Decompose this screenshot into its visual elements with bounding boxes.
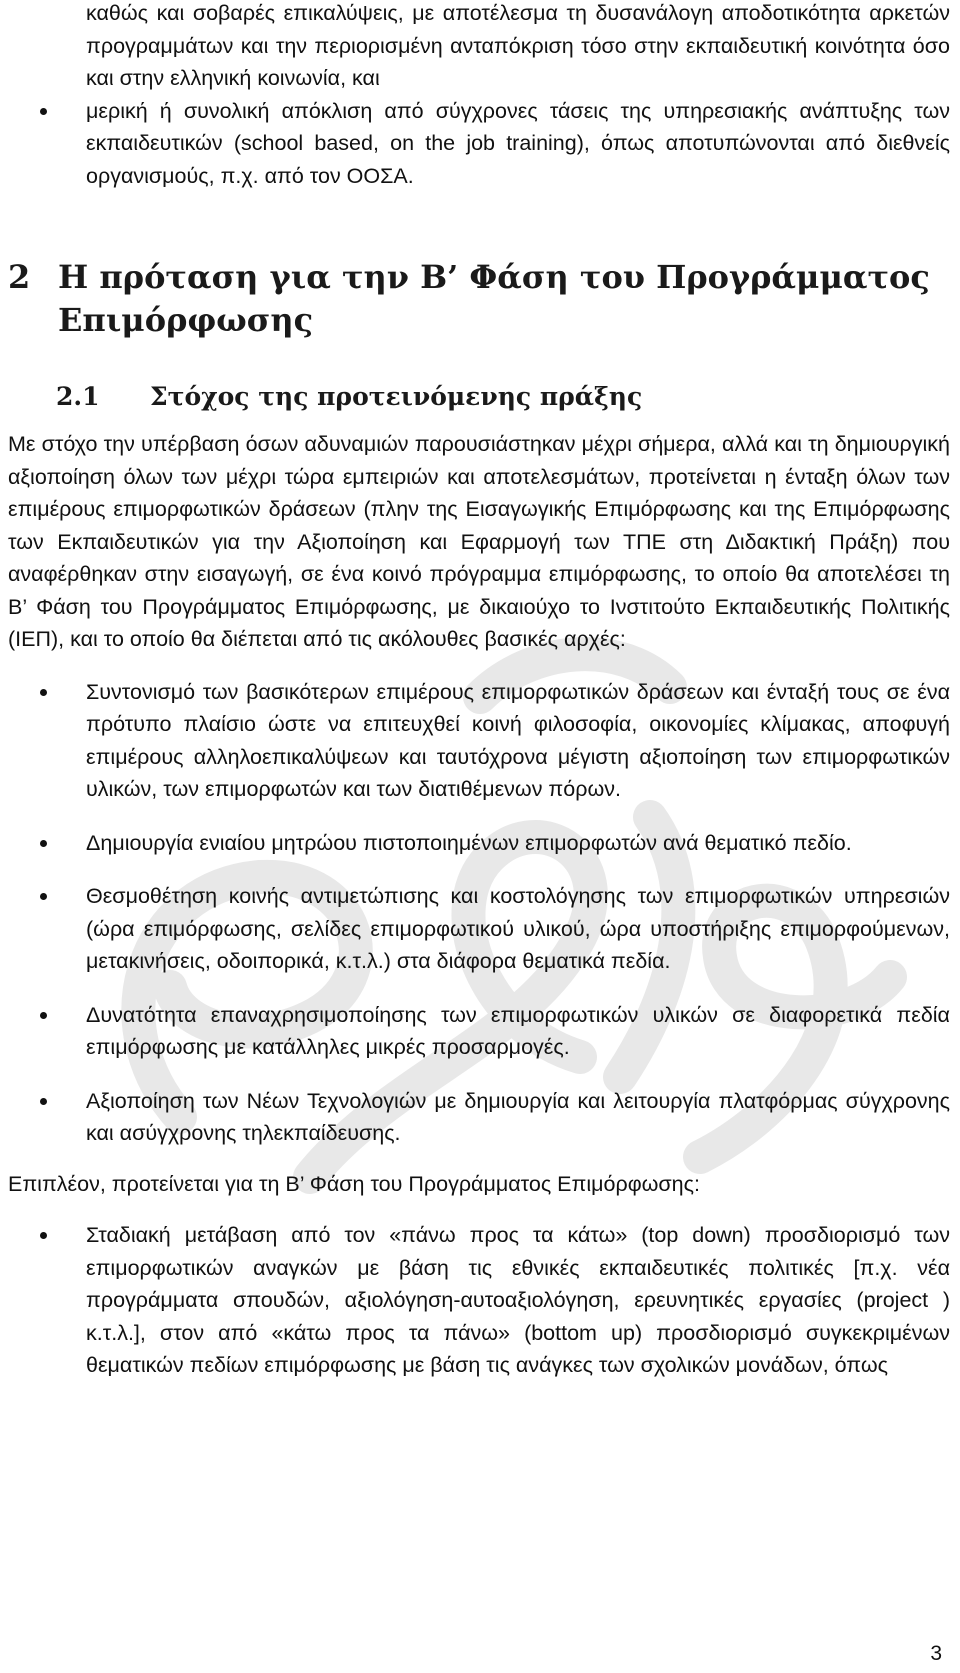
top-bullet-list bbox=[8, 95, 950, 193]
page-number: 3 bbox=[930, 1642, 942, 1665]
body-paragraph: Με στόχο την υπέρβαση όσων αδυναμιών παρουσιάστηκαν μέχρι σήμερα, αλλά και τη δημιουργική αξιοποίηση όλων των μέχρι τώρα εμπειριών και αποτελεσμάτων, προτείνεται η ένταξη όλων των επιμέρους επιμορφωτικών δράσεων (πλην της Εισαγωγικής Επιμόρφωσης και της Επιμόρφωσης των Εκπαιδευτικών για την Αξιοποίηση και Εφαρμογή των ΤΠΕ στη Διδακτική Πράξη) που αναφέρθηκαν στην εισαγωγή, σε ένα κοινό πρόγραμμα επιμόρφωσης, το οποίο θα αποτελέσει τη Β’ Φάση του Προγράμματος Επιμόρφωσης, με δικαιούχο το Ινστιτούτο Εκπαιδευτικής Πολιτικής (ΙΕΠ), και το οποίο θα διέπεται από τις ακόλουθες βασικές αρχές: bbox=[8, 432, 950, 651]
continued-paragraph: καθώς και σοβαρές επικαλύψεις, με αποτέλεσμα τη δυσανάλογη αποδοτικότητα αρκετών προγραμμάτων και την περιορισμένη ανταπόκριση τόσο στην εκπαιδευτική κοινότητα όσο και στην ελληνική κοινωνία, και bbox=[86, 1, 950, 90]
list-item: Θεσμοθέτηση κοινής αντιμετώπισης και κοστολόγησης των επιμορφωτικών υπηρεσιών (ώρα επιμόρφωσης, σελίδες επιμορφωτικού υλικού, ώρα υποστήριξης επιμορφούμενων, μετακινήσεις, οδοιπορικά, κ.τ.λ.) στα διάφορα θεματικά πεδία. bbox=[8, 880, 950, 978]
principles-list bbox=[8, 676, 950, 1150]
subsection-heading bbox=[8, 380, 950, 414]
section-number: 2 bbox=[8, 258, 31, 296]
section-heading bbox=[8, 256, 950, 342]
list-item: Συντονισμό των βασικότερων επιμέρους επιμορφωτικών δράσεων και ένταξή τους σε ένα πρότυπο πλαίσιο ώστε να επιτευχθεί κοινή φιλοσοφία, οικονομίες κλίμακας, αποφυγή επιμέρους αλληλοεπικαλύψεων και ταυτόχρονα μέγιστη αξιοποίηση των επιμορφωτικών υλικών, των επιμορφωτών και των διατιθέμενων πόρων. bbox=[8, 676, 950, 806]
list-item: Δημιουργία ενιαίου μητρώου πιστοποιημένων επιμορφωτών ανά θεματικό πεδίο. bbox=[8, 827, 950, 860]
additional-list bbox=[8, 1219, 950, 1382]
section-title: Η πρόταση για την Β’ Φάση του Προγράμματος Επιμόρφωσης bbox=[58, 258, 930, 339]
list-item: Σταδιακή μετάβαση από τον «πάνω προς τα κάτω» (top down) προσδιορισμό των επιμορφωτικών αναγκών με βάση τις εθνικές εκπαιδευτικές πολιτικές [π.χ. νέα προγράμματα σπουδών, αξιολόγηση-αυτοαξιολόγηση, ερευνητικές εργασίες (project ) κ.τ.λ.], στον από «κάτω προς τα πάνω» (bottom up) προσδιορισμό συγκεκριμένων θεματικών πεδίων επιμόρφωσης με βάση τις ανάγκες των σχολικών μονάδων, όπως bbox=[8, 1219, 950, 1382]
subsection-number: 2.1 bbox=[56, 382, 100, 411]
list-item: μερική ή συνολική απόκλιση από σύγχρονες τάσεις της υπηρεσιακής ανάπτυξης των εκπαιδευτικών (school based, on the job training), όπως αποτυπώνονται από διεθνείς οργανισμούς, π.χ. από τον ΟΟΣΑ. bbox=[8, 95, 950, 193]
list-item: Αξιοποίηση των Νέων Τεχνολογιών με δημιουργία και λειτουργία πλατφόρμας σύγχρονης και ασύγχρονης τηλεκπαίδευσης. bbox=[8, 1085, 950, 1150]
additional-intro: Επιπλέον, προτείνεται για τη Β’ Φάση του Προγράμματος Επιμόρφωσης: bbox=[8, 1171, 700, 1196]
subsection-title: Στόχος της προτεινόμενης πράξης bbox=[150, 382, 643, 411]
list-item: Δυνατότητα επαναχρησιμοποίησης των επιμορφωτικών υλικών σε διαφορετικά πεδία επιμόρφωσης με κατάλληλες μικρές προσαρμογές. bbox=[8, 999, 950, 1064]
